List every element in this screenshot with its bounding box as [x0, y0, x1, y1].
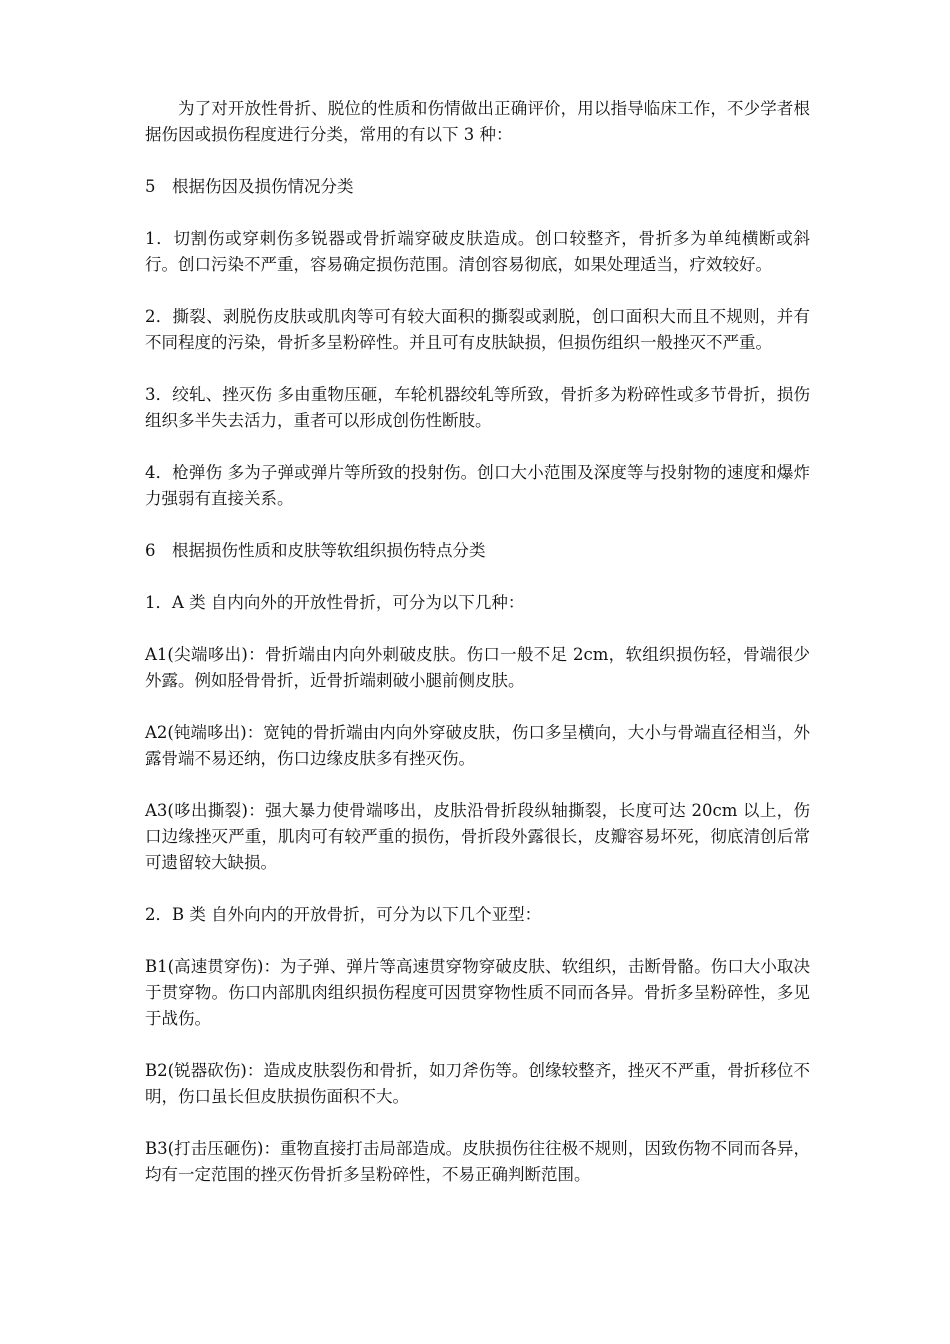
document-body — [145, 96, 810, 1214]
section-5-item-3: 3．绞轧、挫灭伤 多由重物压砸，车轮机器绞轧等所致，骨折多为粉碎性或多节骨折，损伤组织多半失去活力，重者可以形成创伤性断肢。 — [145, 385, 810, 430]
section-6-b3: B3(打击压砸伤)：重物直接打击局部造成。皮肤损伤往往极不规则，因致伤物不同而各异，均有一定范围的挫灭伤骨折多呈粉碎性，不易正确判断范围。 — [145, 1139, 810, 1184]
section-6-b2: B2(锐器砍伤)：造成皮肤裂伤和骨折，如刀斧伤等。创缘较整齐，挫灭不严重，骨折移位不明，伤口虽长但皮肤损伤面积不大。 — [145, 1061, 810, 1106]
intro-paragraph: 为了对开放性骨折、脱位的性质和伤情做出正确评价，用以指导临床工作，不少学者根据伤因或损伤程度进行分类，常用的有以下 3 种： — [145, 99, 810, 144]
section-6-a2: A2(钝端哆出)：宽钝的骨折端由内向外穿破皮肤，伤口多呈横向，大小与骨端直径相当，外露骨端不易还纳，伤口边缘皮肤多有挫灭伤。 — [145, 723, 810, 768]
section-5-item-1: 1．切割伤或穿刺伤多锐器或骨折端穿破皮肤造成。创口较整齐，骨折多为单纯横断或斜行。创口污染不严重，容易确定损伤范围。清创容易彻底，如果处理适当，疗效较好。 — [145, 229, 810, 274]
section-6-a3: A3(哆出撕裂)：强大暴力使骨端哆出，皮肤沿骨折段纵轴撕裂，长度可达 20cm 以上，伤口边缘挫灭严重，肌肉可有较严重的损伤，骨折段外露很长，皮瓣容易坏死，彻底清创后常可遗留较大缺损。 — [145, 801, 810, 872]
section-6-heading: 6 根据损伤性质和皮肤等软组织损伤特点分类 — [145, 541, 486, 560]
section-5-heading: 5 根据伤因及损伤情况分类 — [145, 177, 354, 196]
section-6-class-a: 1．A 类 自内向外的开放性骨折，可分为以下几种： — [145, 593, 525, 612]
section-5-item-4: 4．枪弹伤 多为子弹或弹片等所致的投射伤。创口大小范围及深度等与投射物的速度和爆炸力强弱有直接关系。 — [145, 463, 810, 508]
section-6-a1: A1(尖端哆出)：骨折端由内向外刺破皮肤。伤口一般不足 2cm，软组织损伤轻，骨端很少外露。例如胫骨骨折，近骨折端刺破小腿前侧皮肤。 — [145, 645, 810, 690]
section-6-class-b: 2．B 类 自外向内的开放骨折，可分为以下几个亚型： — [145, 905, 542, 924]
section-5-item-2: 2．撕裂、剥脱伤皮肤或肌肉等可有较大面积的撕裂或剥脱，创口面积大而且不规则，并有不同程度的污染，骨折多呈粉碎性。并且可有皮肤缺损，但损伤组织一般挫灭不严重。 — [145, 307, 810, 352]
section-6-b1: B1(高速贯穿伤)：为子弹、弹片等高速贯穿物穿破皮肤、软组织，击断骨骼。伤口大小取决于贯穿物。伤口内部肌肉组织损伤程度可因贯穿物性质不同而各异。骨折多呈粉碎性，多见于战伤。 — [145, 957, 810, 1028]
